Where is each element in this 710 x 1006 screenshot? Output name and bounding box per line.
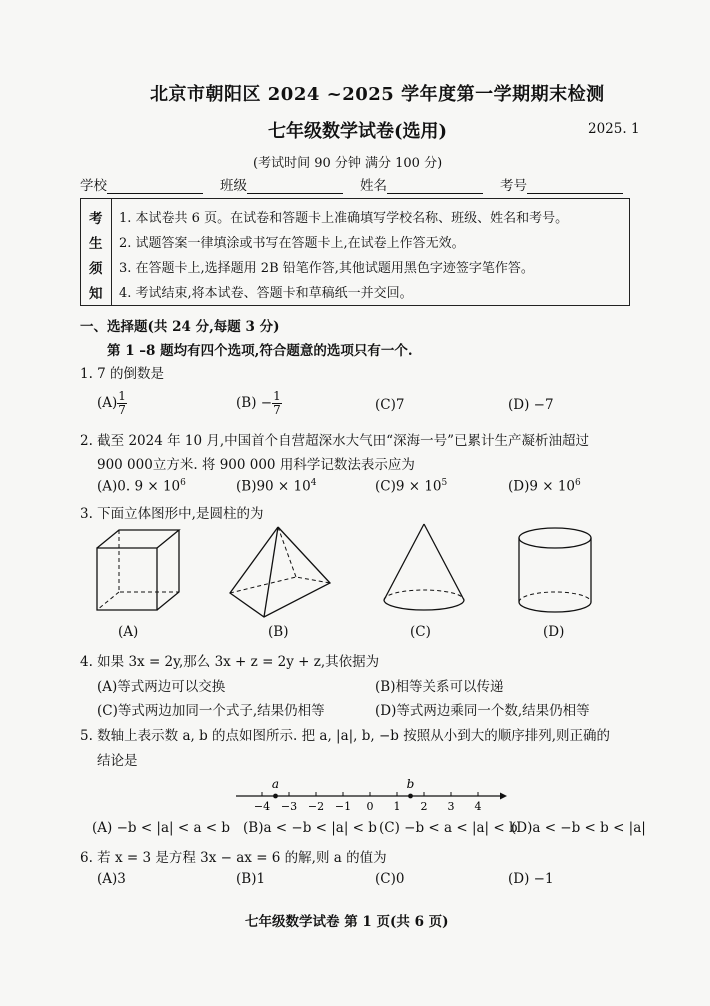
q1-stem: 1. 7 的倒数是 [80, 366, 165, 382]
q4-option-a: (A)等式两边可以交换 [97, 679, 226, 695]
fraction-denominator: 7 [118, 403, 126, 417]
q3-label-d: (D) [543, 624, 565, 640]
name-blank [387, 179, 483, 194]
q4-stem: 4. 如果 3x = 2y,那么 3x + z = 2y + z,其依据为 [80, 654, 380, 670]
q4-option-c: (C)等式两边加同一个式子,结果仍相等 [97, 703, 325, 719]
q1-option-d: (D) −7 [508, 397, 554, 413]
axis-tick-label: 1 [393, 800, 401, 813]
fraction-numerator: 1 [118, 389, 126, 403]
number-line [230, 772, 510, 812]
axis-tick-label: −1 [334, 800, 352, 813]
fraction-denominator: 7 [273, 403, 281, 417]
q6-option-c: (C)0 [375, 871, 405, 887]
q4-option-b: (B)相等关系可以传递 [375, 679, 504, 695]
notice-side-char: 知 [89, 286, 103, 302]
q1-option-c: (C)7 [375, 397, 405, 413]
pyramid-figure [228, 525, 333, 620]
q2-option-c [375, 478, 447, 495]
q5-stem-line1: 5. 数轴上表示数 a, b 的点如图所示. 把 a, |a|, b, −b 按照从小到大的顺序排列,则正确的 [80, 728, 611, 744]
q1-b-label: (B) − [236, 395, 273, 411]
notice-item: 1. 本试卷共 6 页。在试卷和答题卡上准确填写学校名称、班级、姓名和考号。 [119, 211, 569, 226]
q6-option-d: (D) −1 [508, 871, 554, 887]
q2-option-a [97, 478, 186, 495]
q1-option-b [236, 390, 282, 417]
point-b-label: b [406, 777, 415, 791]
q5-option-b: (B)a < −b < |a| < b [243, 820, 377, 836]
axis-tick-label: −4 [253, 800, 271, 813]
q5-option-d: (D)a < −b < b < |a| [511, 820, 646, 836]
paper-subtitle: 七年级数学试卷(选用) [268, 121, 448, 142]
notice-item: 3. 在答题卡上,选择题用 2B 铅笔作答,其他试题用黑色字迹签字笔作答。 [119, 261, 534, 276]
q3-label-a: (A) [118, 624, 139, 640]
q2-stem-line1: 2. 截至 2024 年 10 月,中国首个自营超深水大气田“深海一号”已累计生产凝析油超过 [80, 433, 589, 449]
notice-side-char: 生 [89, 236, 103, 252]
name-field [360, 174, 483, 194]
q2-stem-line2: 900 000立方米. 将 900 000 用科学记数法表示应为 [97, 457, 415, 473]
notice-item: 2. 试题答案一律填涂或书写在答题卡上,在试卷上作答无效。 [119, 236, 465, 251]
point-a-dot [273, 794, 278, 799]
exam-no-blank [527, 179, 623, 194]
class-label: 班级 [220, 178, 247, 194]
cylinder-figure [517, 526, 593, 616]
q1-a-label: (A) [97, 395, 118, 411]
q6-option-b: (B)1 [236, 871, 266, 887]
school-field [80, 174, 203, 194]
fraction [272, 390, 282, 417]
exam-no-field [500, 174, 623, 194]
section-heading: 一、选择题(共 24 分,每题 3 分) [80, 319, 280, 335]
q6-option-a: (A)3 [97, 871, 126, 887]
axis-tick-label: 2 [420, 800, 428, 813]
cone-figure [382, 522, 466, 614]
cube-figure [95, 528, 195, 613]
q6-stem: 6. 若 x = 3 是方程 3x − ax = 6 的解,则 a 的值为 [80, 850, 387, 866]
fraction-numerator: 1 [273, 389, 281, 403]
point-a-label: a [271, 777, 280, 791]
q2-c-exp: 5 [441, 478, 448, 488]
fraction [117, 390, 127, 417]
q2-b-exp: 4 [310, 478, 317, 488]
name-label: 姓名 [360, 178, 387, 194]
exam-date: 2025. 1 [588, 121, 640, 137]
point-b-dot [408, 794, 413, 799]
q2-option-b [236, 478, 316, 495]
axis-tick-label: −3 [280, 800, 298, 813]
class-blank [247, 179, 343, 194]
notice-item: 4. 考试结束,将本试卷、答题卡和草稿纸一并交回。 [119, 286, 413, 301]
q3-label-c: (C) [410, 624, 431, 640]
page-footer: 七年级数学试卷 第 1 页(共 6 页) [245, 914, 449, 930]
q5-option-c: (C) −b < a < |a| < b [379, 820, 518, 836]
q2-c-base: (C)9 × 10 [375, 478, 442, 495]
q2-a-base: (A)0. 9 × 10 [97, 478, 181, 495]
q1-option-a [97, 390, 127, 417]
class-field [220, 174, 343, 194]
notice-side-char: 考 [89, 211, 103, 227]
notice-side [81, 199, 112, 305]
q3-label-b: (B) [268, 624, 289, 640]
axis-tick-label: 0 [366, 800, 374, 813]
q3-stem: 3. 下面立体图形中,是圆柱的为 [80, 506, 264, 522]
notice-side-char: 须 [89, 261, 103, 277]
exam-title: 北京市朝阳区 2024 ~2025 学年度第一学期期末检测 [150, 84, 605, 105]
q2-b-base: (B)90 × 10 [236, 478, 311, 495]
school-label: 学校 [80, 178, 107, 194]
q2-a-exp: 6 [180, 478, 186, 488]
axis-tick-label: 4 [474, 800, 482, 813]
school-blank [107, 179, 203, 194]
notice-box [80, 198, 630, 306]
exam-info: (考试时间 90 分钟 满分 100 分) [253, 156, 443, 171]
q4-option-d: (D)等式两边乘同一个数,结果仍相等 [375, 703, 590, 719]
q2-d-exp: 6 [575, 478, 581, 488]
exam-no-label: 考号 [500, 178, 527, 194]
q2-d-base: (D)9 × 10 [508, 478, 576, 495]
axis-tick-label: −2 [307, 800, 325, 813]
q5-option-a: (A) −b < |a| < a < b [92, 820, 231, 836]
q5-stem-line2: 结论是 [97, 753, 138, 769]
section-instruction: 第 1 –8 题均有四个选项,符合题意的选项只有一个. [107, 343, 413, 359]
axis-tick-label: 3 [447, 800, 455, 813]
q2-option-d [508, 478, 581, 495]
